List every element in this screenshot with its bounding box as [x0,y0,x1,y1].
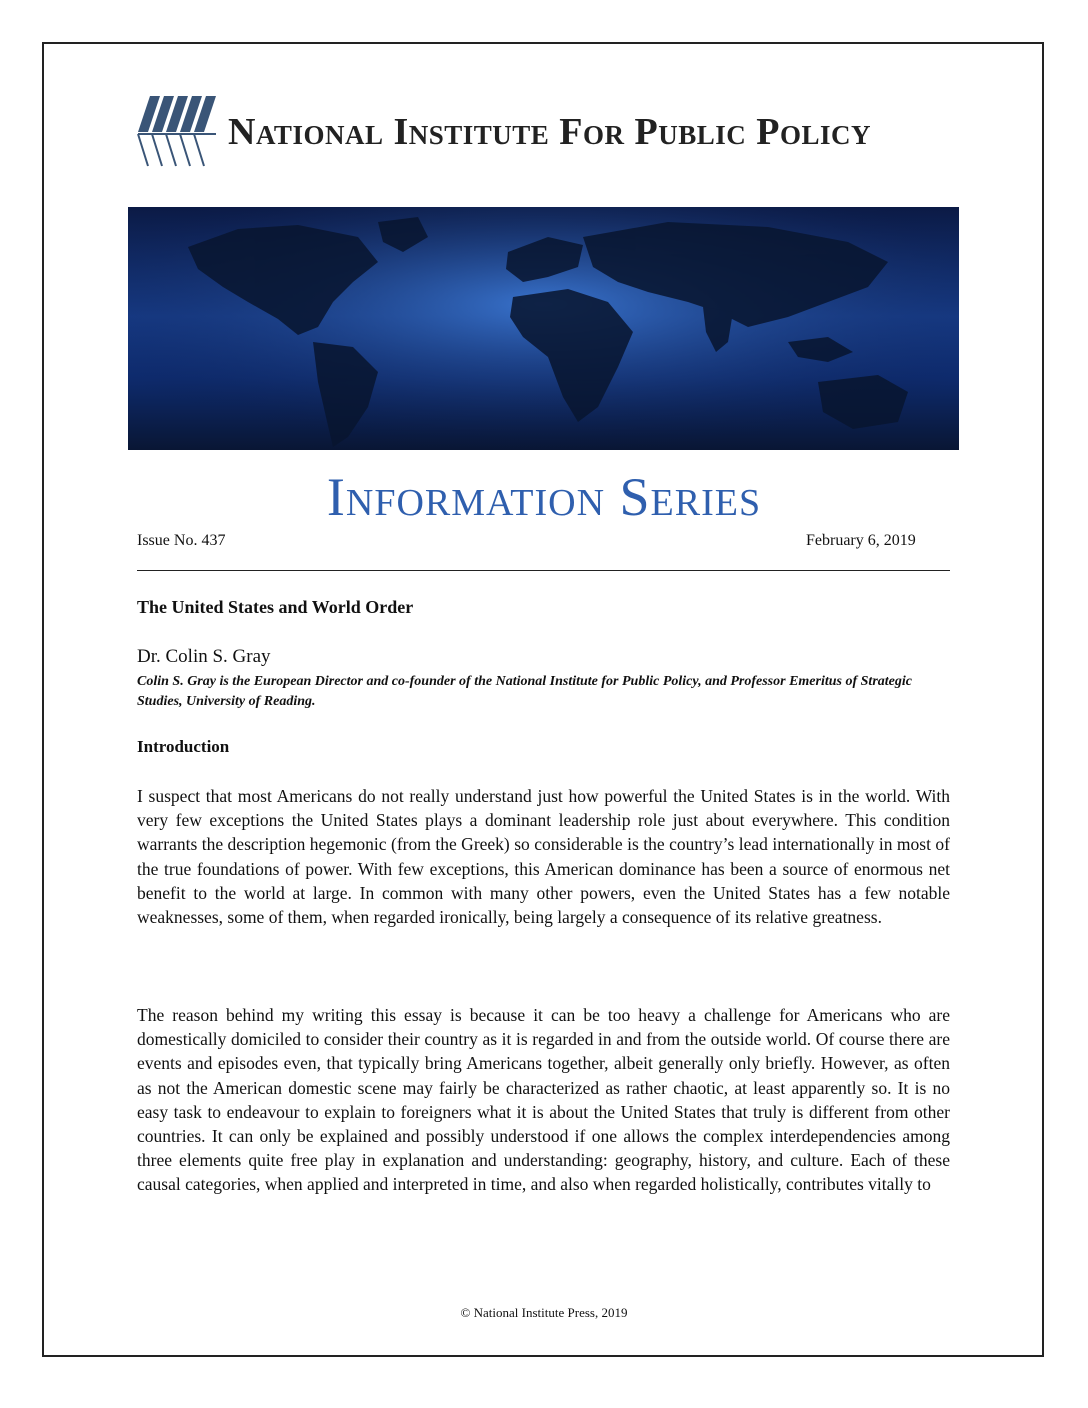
org-header [136,96,956,168]
organization-name: National Institute For Public Policy [228,111,871,153]
world-map-banner [128,207,959,450]
series-title: Information Series [326,467,762,527]
issue-date: February 6, 2019 [806,532,916,549]
author-bio: Colin S. Gray is the European Director and co-founder of the National Institute for Public Policy, and Professor Emeritus of Strategic Studies, University of Reading. [137,674,912,709]
copyright-footer: © National Institute Press, 2019 [460,1305,628,1320]
body-paragraph: I suspect that most Americans do not really understand just how powerful the United States is in the world. With very few exceptions the United States plays a dominant leadership role just about everywhere. This condition warrants the description hegemonic (from the Greek) so considerable is the country’s lead internationally in most of the true foundations of power. With few exceptions, this American dominance has been a source of enormous net benefit to the world at large. In common with many other powers, even the United States has a few notable weaknesses, some of them, when regarded ironically, being largely a consequence of its relative greatness. [137,786,950,928]
body-paragraph: The reason behind my writing this essay is because it can be too heavy a challenge for Americans who are domestically domiciled to consider their country as it is regarded in and from the outside world. Of course there are events and episodes even, that typically bring Americans together, albeit generally only briefly. However, as often as not the American domestic scene may fairly be characterized as rather chaotic, at least apparently so. It is no easy task to endeavour to explain to foreigners what it is about the United States that truly is different from other countries. It can only be explained and possibly understood if one allows the complex interdependencies among three elements quite free play in explanation and understanding: geography, history, and culture. Each of these causal categories, when applied and interpreted in time, and also when regarded holistically, contributes vitally to [137,1005,950,1195]
header-rule [137,570,950,571]
issue-number: Issue No. 437 [137,532,226,549]
author-name: Dr. Colin S. Gray [137,646,271,667]
section-heading: Introduction [137,737,230,756]
world-map-image-icon [128,207,959,450]
stripes-arrow-logo-icon [136,96,220,168]
article-title: The United States and World Order [137,597,414,617]
